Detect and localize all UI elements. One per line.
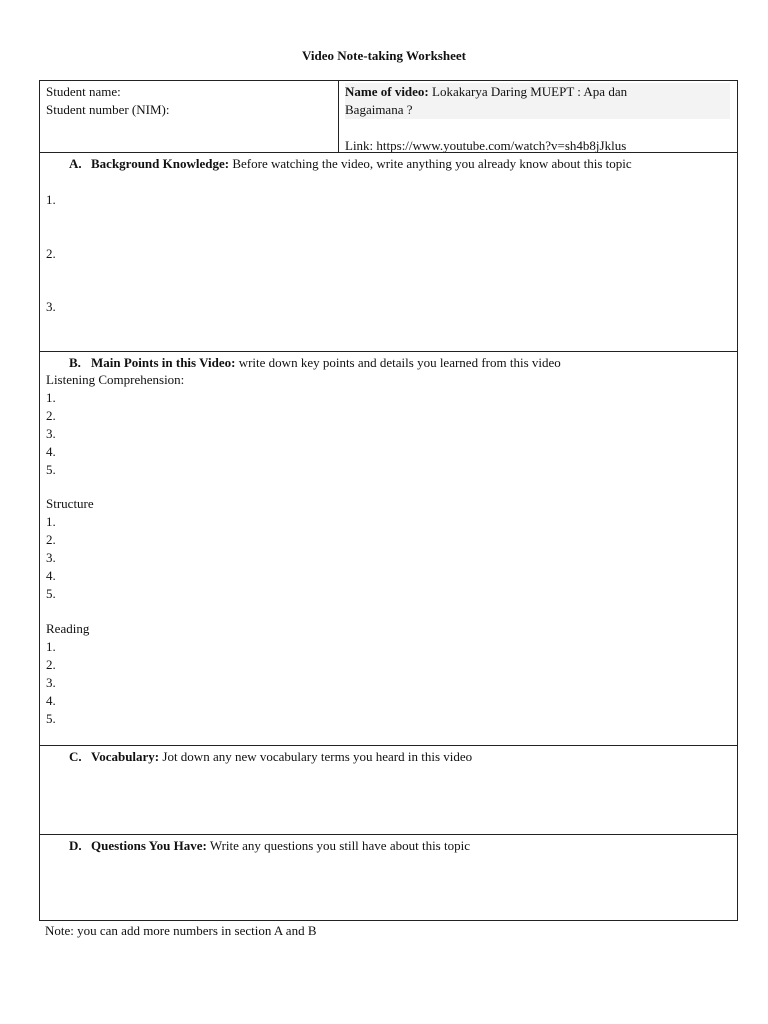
column-divider [338, 81, 339, 152]
section-a-instruction: Before watching the video, write anything you already know about this topic [232, 156, 632, 171]
video-name-line1: Lokakarya Daring MUEPT : Apa dan [432, 84, 628, 99]
section-a-letter: A. [69, 156, 82, 171]
student-name-label: Student name: [46, 84, 121, 99]
list-item: 4. [46, 693, 56, 708]
section-b-heading [69, 354, 561, 372]
list-item: 5. [46, 586, 56, 601]
section-c [40, 745, 737, 834]
list-item: 1. [46, 390, 56, 405]
list-item: 2. [46, 408, 56, 423]
section-a [40, 152, 737, 351]
section-c-instruction: Jot down any new vocabulary terms you heard in this video [162, 749, 473, 764]
video-name-label: Name of video: [345, 84, 429, 99]
section-c-name: Vocabulary: [91, 749, 160, 764]
section-d-letter: D. [69, 838, 82, 853]
list-item: 2. [46, 532, 56, 547]
list-item: 1. [46, 514, 56, 529]
video-name-line2: Bagaimana ? [345, 102, 413, 117]
footnote: Note: you can add more numbers in section A and B [45, 923, 317, 938]
list-item: 4. [46, 444, 56, 459]
section-b-instruction: write down key points and details you learned from this video [238, 355, 561, 370]
section-d-instruction: Write any questions you still have about this topic [209, 838, 470, 853]
section-b-letter: B. [69, 355, 81, 370]
group-label: Structure [46, 496, 94, 511]
section-c-heading [69, 748, 472, 766]
group-label: Reading [46, 621, 90, 636]
section-a-name: Background Knowledge: [91, 156, 230, 171]
list-item: 5. [46, 462, 56, 477]
list-item: 2. [46, 657, 56, 672]
section-a-item: 3. [46, 299, 56, 314]
student-info [46, 83, 336, 119]
section-d [40, 834, 737, 920]
list-item: 3. [46, 675, 56, 690]
group-label: Listening Comprehension: [46, 372, 185, 387]
list-item: 5. [46, 711, 56, 726]
section-a-heading [69, 155, 632, 173]
listening-group [46, 371, 184, 479]
section-a-item: 1. [46, 192, 56, 207]
header-row [40, 81, 737, 152]
worksheet-table [39, 80, 738, 921]
video-link[interactable]: Link: https://www.youtube.com/watch?v=sh4b8jJklus [345, 138, 627, 153]
list-item: 4. [46, 568, 56, 583]
section-b-name: Main Points in this Video: [91, 355, 236, 370]
section-a-item: 2. [46, 246, 56, 261]
student-number-label: Student number (NIM): [46, 102, 170, 117]
reading-group [46, 620, 89, 728]
worksheet-title: Video Note-taking Worksheet [302, 48, 466, 63]
list-item: 3. [46, 426, 56, 441]
video-name-block [345, 83, 730, 119]
section-d-name: Questions You Have: [91, 838, 207, 853]
section-b [40, 351, 737, 745]
video-info [345, 83, 730, 155]
structure-group [46, 495, 94, 603]
section-c-letter: C. [69, 749, 82, 764]
list-item: 1. [46, 639, 56, 654]
list-item: 3. [46, 550, 56, 565]
section-d-heading [69, 837, 470, 855]
